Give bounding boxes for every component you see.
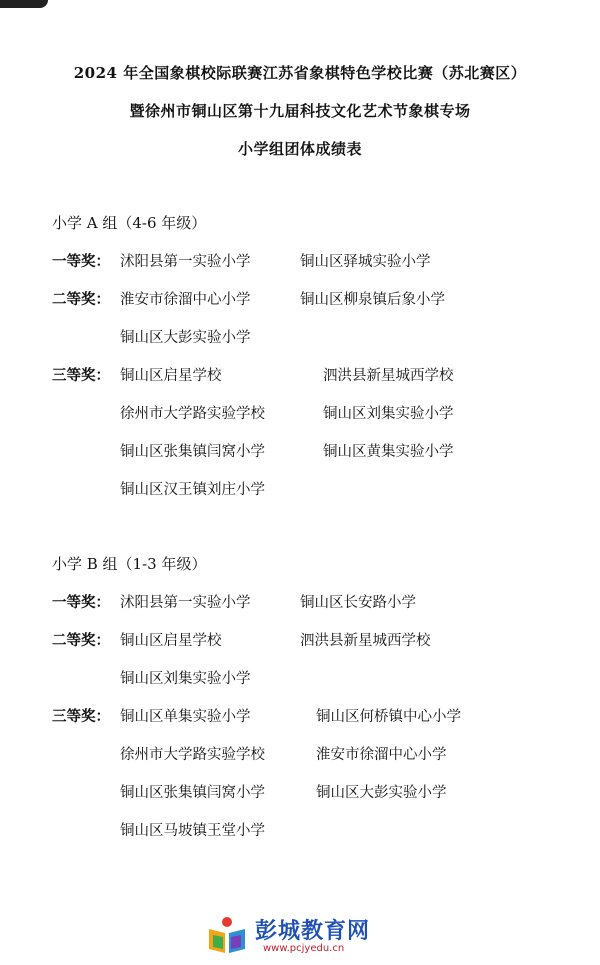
group-a-first-school: 铜山区驿城实验小学	[300, 254, 431, 270]
group-a-third-label: 三等奖：	[52, 367, 110, 384]
group-a-first-label: 一等奖：	[52, 253, 110, 270]
group-a-first-school: 沭阳县第一实验小学	[120, 254, 251, 270]
group-b-second-school: 泗洪县新星城西学校	[300, 633, 431, 649]
title-line-2: 暨徐州市铜山区第十九届科技文化艺术节象棋专场	[129, 102, 471, 120]
group-b-title: 小学 B 组（1-3 年级）	[52, 555, 207, 573]
title-line-3: 小学组团体成绩表	[237, 140, 362, 158]
group-b-first-school: 沭阳县第一实验小学	[120, 595, 251, 611]
group-a-title: 小学 A 组（4-6 年级）	[52, 214, 207, 232]
group-b-third-school: 铜山区何桥镇中心小学	[316, 709, 461, 725]
book-icon	[205, 915, 249, 955]
group-a-second-school: 淮安市徐溜中心小学	[120, 292, 251, 308]
group-a-third-school: 铜山区张集镇闫窝小学	[120, 444, 265, 460]
group-b-third-label: 三等奖：	[52, 708, 110, 725]
top-corner-decoration	[0, 0, 48, 8]
group-a-third-school: 铜山区黄集实验小学	[323, 444, 454, 460]
title-line-1: 2024 年全国象棋校际联赛江苏省象棋特色学校比赛（苏北赛区）	[73, 64, 527, 82]
group-a-third-school: 铜山区汉王镇刘庄小学	[120, 482, 265, 498]
group-b-third-school: 铜山区马坡镇王堂小学	[120, 823, 265, 839]
group-a-second-school: 铜山区柳泉镇后象小学	[300, 292, 445, 308]
group-b-third-school: 铜山区大彭实验小学	[316, 785, 447, 801]
group-a-third-school: 徐州市大学路实验学校	[120, 406, 265, 422]
logo-name: 彭城教育网	[255, 919, 371, 944]
group-b-third-school: 淮安市徐溜中心小学	[316, 747, 447, 763]
group-b-first-school: 铜山区长安路小学	[300, 595, 416, 611]
group-b-second-school: 铜山区启星学校	[120, 633, 222, 649]
group-b-third-school: 徐州市大学路实验学校	[120, 747, 265, 763]
group-a-second-school: 铜山区大彭实验小学	[120, 330, 251, 346]
group-a-second-label: 二等奖：	[52, 291, 110, 308]
group-b-first-label: 一等奖：	[52, 594, 110, 611]
site-logo	[205, 913, 395, 957]
logo-url: www.pcjyedu.cn	[263, 943, 345, 954]
group-b-third-school: 铜山区张集镇闫窝小学	[120, 785, 265, 801]
group-b-second-label: 二等奖：	[52, 632, 110, 649]
group-a-third-school: 泗洪县新星城西学校	[323, 368, 454, 384]
group-a-third-school: 铜山区启星学校	[120, 368, 222, 384]
group-a-third-school: 铜山区刘集实验小学	[323, 406, 454, 422]
group-b-third-school: 铜山区单集实验小学	[120, 709, 251, 725]
group-b-second-school: 铜山区刘集实验小学	[120, 671, 251, 687]
